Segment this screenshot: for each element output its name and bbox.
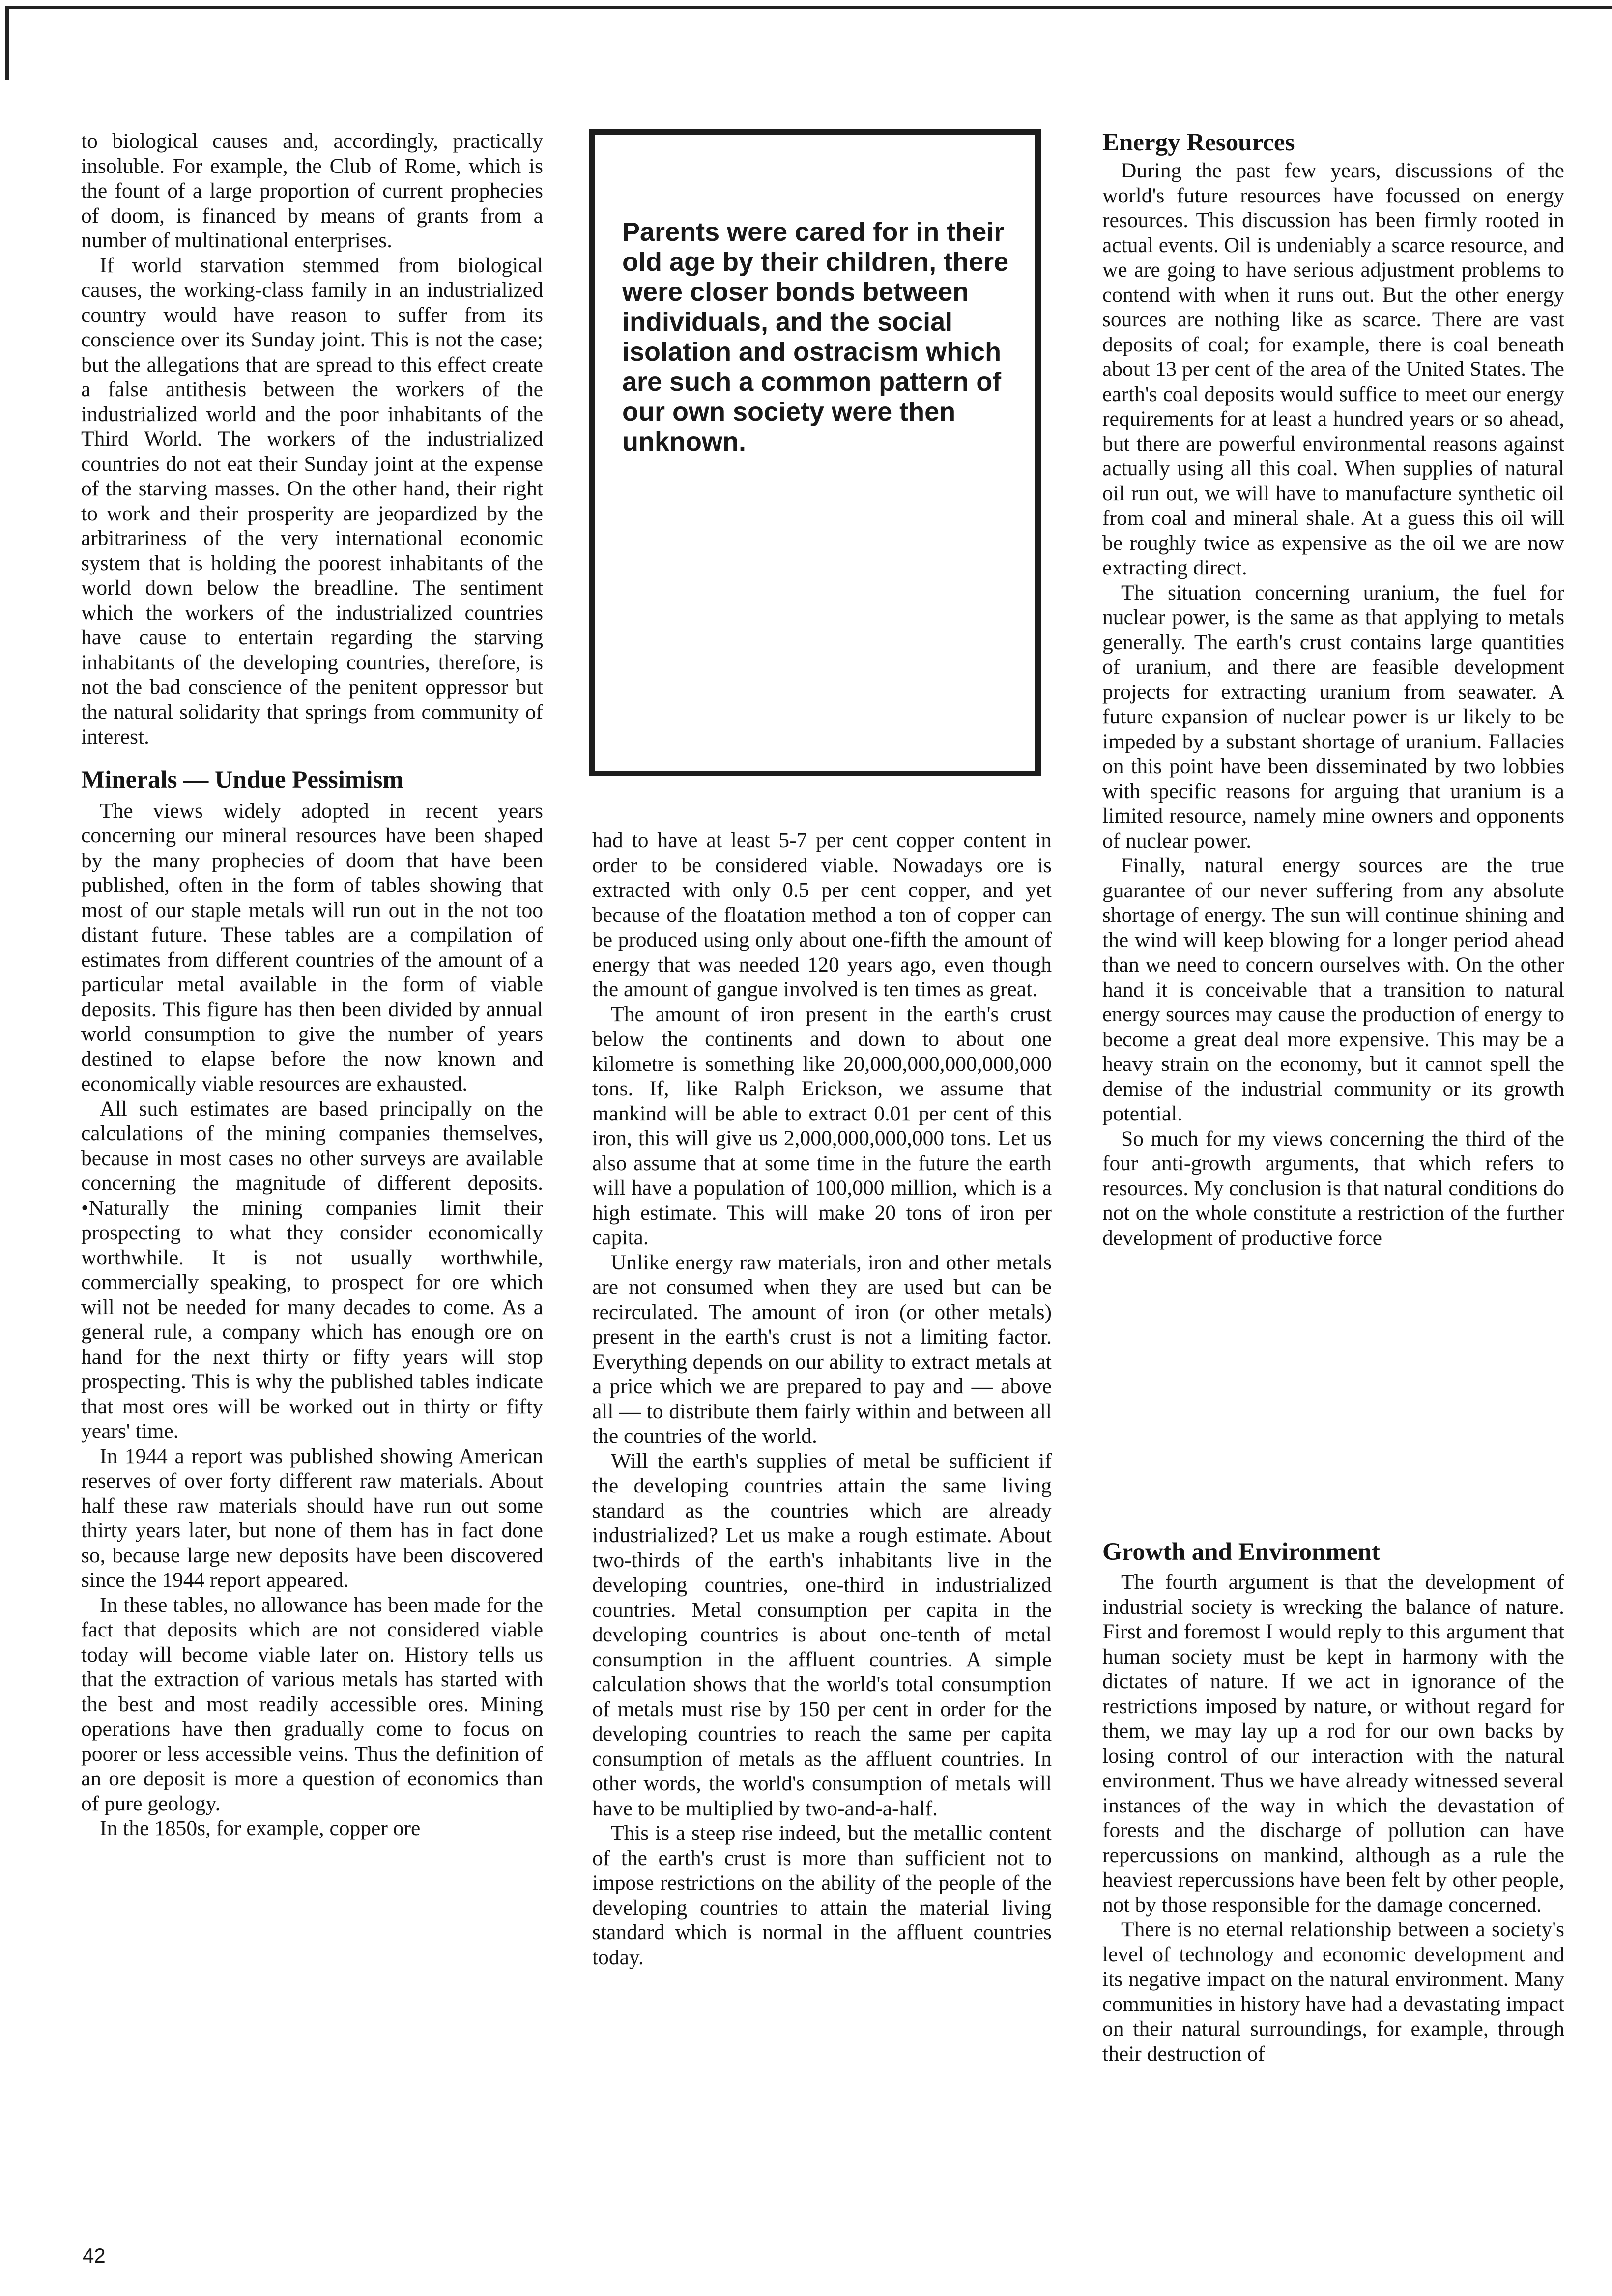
paragraph: In the 1850s, for example, copper ore xyxy=(100,1816,421,1840)
section-heading-energy: Energy Resources xyxy=(1102,129,1295,156)
paragraph: The views widely adopted in recent years concerning our mineral resources have been shaped by the many prophecies of doom that have been published, often in the form of tables showing that most of our staple metals will run out in the not too distant future. These tables are a compilation of estimates from different countries of the amount of a particular metal available in the form of viable deposits. This figure has then been divided by annual world consumption to give the number of years destined to elapse before the now known and economically viable resources are exhausted. xyxy=(81,799,543,1095)
paragraph: had to have at least 5-7 per cent copper content in order to be considered viable. Nowadays ore is extracted with only 0.5 per cent copper, and yet because of the floatation method a ton of copper can be produced using only about one-fifth the amount of energy that was needed 120 years ago, even though the amount of gangue involved is ten times as great. xyxy=(592,829,1052,1001)
pull-quote-text: Parents were cared for in their old age by their children, there were closer bonds between individuals, and the social isolation and ostracism which are such a common pattern of our own society were then unknown. xyxy=(622,217,1009,457)
section-heading-growth: Growth and Environment xyxy=(1102,1538,1380,1566)
column-2 xyxy=(592,828,1052,1970)
left-rule-mark xyxy=(5,6,9,80)
paragraph: The situation concerning uranium, the fuel for nuclear power, is the same as that applying to metals generally. The earth's crust contains large quantities of uranium, and there are feasible development projects for extracting uranium from seawater. A future expansion of nuclear power is ur likely to be impeded by a substant shortage of uranium. Fallacies on this point have been disseminated by two lobbies with specific reasons for arguing that uranium is a limited resource, namely mine owners and opponents of nuclear power. xyxy=(1102,580,1564,853)
paragraph: to biological causes and, accordingly, practically insoluble. For example, the Club of Rome, which is the fount of a large proportion of current prophecies of doom, is financed by means of grants from a number of multinational enterprises. xyxy=(81,129,543,252)
column-3-energy xyxy=(1102,129,1564,1250)
paragraph: There is no eternal relationship between a society's level of technology and economic development and its negative impact on the natural environment. Many communities in history have had a devastating impact on their natural surroundings, for example, through their destruction of xyxy=(1102,1918,1564,2066)
paragraph: This is a steep rise indeed, but the metallic content of the earth's crust is more than sufficient not to impose restrictions on the ability of the people of the developing countries to attain the material living standard which is normal in the affluent countries today. xyxy=(592,1821,1052,1969)
paragraph: If world starvation stemmed from biological causes, the working-class family in an industrialized country would have reason to suffer from its conscience over its Sunday joint. This is not the case; but the allegations that are spread to this effect create a false antithesis between the workers of the industrialized world and the poor inhabitants of the Third World. The workers of the industrialized countries do not eat their Sunday joint at the expense of the starving masses. On the other hand, their right to work and their prosperity are jeopardized by the arbitrariness of the very international economic system that is holding the poorest inhabitants of the world down below the breadline. The sentiment which the workers of the industrialized countries have cause to entertain regarding the starving inhabitants of the developing countries, therefore, is not the bad conscience of the penitent oppressor but the natural solidarity that springs from community of interest. xyxy=(81,253,543,748)
column-1 xyxy=(81,129,543,1841)
paragraph: The amount of iron present in the earth's crust below the continents and down to about one kilometre is something like 20,000,000,000,000,000 tons. If, like Ralph Erickson, we assume that mankind will be able to extract 0.01 per cent of this iron, this will give us 2,000,000,000,000 tons. Let us also assume that at some time in the future the earth will have a population of 100,000 million, which is a high estimate. This will make 20 tons of iron per capita. xyxy=(592,1002,1052,1249)
section-heading-minerals: Minerals — Undue Pessimism xyxy=(81,766,403,794)
paragraph: Unlike energy raw materials, iron and other metals are not consumed when they are used but can be recirculated. The amount of iron (or other metals) present in the earth's crust is not a limiting factor. Everything depends on our ability to extract metals at a price which we are prepared to pay and — above all — to distribute them fairly within and between all the countries of the world. xyxy=(592,1250,1052,1448)
paragraph: The fourth argument is that the development of industrial society is wrecking the balance of nature. First and foremost I would reply to this argument that human society must be kept in harmony with the dictates of nature. If we act in ignorance of the restrictions imposed by nature, or without regard for them, we may lay up a rod for our own backs by losing control of our interaction with the natural environment. Thus we have already witnessed several instances of the way in which the devastation of forests and the discharge of pollution can have repercussions on mankind, although as a rule the heaviest repercussions have been felt by other people, not by those responsible for the damage concerned. xyxy=(1102,1570,1564,1917)
paragraph: During the past few years, discussions of the world's future resources have focussed on energy resources. This discussion has been firmly rooted in actual events. Oil is undeniably a scarce resource, and we are going to have serious adjustment problems to contend with when it runs out. But the other energy sources are nothing like as scarce. There are vast deposits of coal; for example, there is coal beneath about 13 per cent of the area of the United States. The earth's coal deposits would suffice to meet our energy requirements for at least a hundred years or so ahead, but there are powerful environmental reasons against actually using all this coal. When supplies of natural oil run out, we will have to manufacture synthetic oil from coal and mineral shale. At a guess this oil will be roughly twice as expensive as the oil we are now extracting direct. xyxy=(1102,159,1564,579)
paragraph: In these tables, no allowance has been made for the fact that deposits which are not considered viable today will become viable later on. History tells us that the extraction of various metals has started with the best and most readily accessible ores. Mining operations have then gradually come to focus on poorer or less accessible veins. Thus the definition of an ore deposit is more a question of economics than of pure geology. xyxy=(81,1593,543,1815)
pull-quote-box xyxy=(589,129,1041,776)
column-3-environment xyxy=(1102,1538,1564,2066)
paragraph: Will the earth's supplies of metal be sufficient if the developing countries attain the same living standard as the countries which are already industrialized? Let us make a rough estimate. About two-thirds of the earth's inhabitants live in the developing countries, one-third in industrialized countries. Metal consumption per capita in the developing countries is about one-tenth of metal consumption in the affluent countries. A simple calculation shows that the world's total consumption of metals must rise by 150 per cent in order for the developing countries to reach the same per capita consumption of metals as the affluent countries. In other words, the world's consumption of metals will have to be multiplied by two-and-a-half. xyxy=(592,1449,1052,1820)
paragraph: In 1944 a report was published showing American reserves of over forty different raw materials. About half these raw materials should have run out some thirty years later, but none of them has in fact done so, because large new deposits have been discovered since the 1944 report appeared. xyxy=(81,1444,543,1592)
paragraph: So much for my views concerning the third of the four anti-growth arguments, that which refers to resources. My conclusion is that natural conditions do not on the whole constitute a restriction of the further development of productive force xyxy=(1102,1126,1564,1250)
top-rule xyxy=(9,6,1612,9)
page-number: 42 xyxy=(83,2244,106,2267)
paragraph: All such estimates are based principally on the calculations of the mining companies themselves, because in most cases no other surveys are available concerning the magnitude of different deposits. •Naturally the mining companies limit their prospecting to what they consider economically worthwhile. It is not usually worthwhile, commercially speaking, to prospect for ore which will not be needed for many decades to come. As a general rule, a company which has enough ore on hand for the next thirty or fifty years will stop prospecting. This is why the published tables indicate that most ores will be worked out in thirty or fifty years' time. xyxy=(81,1096,543,1443)
paragraph: Finally, natural energy sources are the true guarantee of our never suffering from any absolute shortage of energy. The sun will continue shining and the wind will keep blowing for a longer period ahead than we need to concern ourselves with. On the other hand it is conceivable that a transition to natural energy sources may cause the production of energy to become a great deal more expensive. This may be a heavy strain on the economy, but it cannot spell the demise of the industrial community or its growth potential. xyxy=(1102,854,1564,1125)
